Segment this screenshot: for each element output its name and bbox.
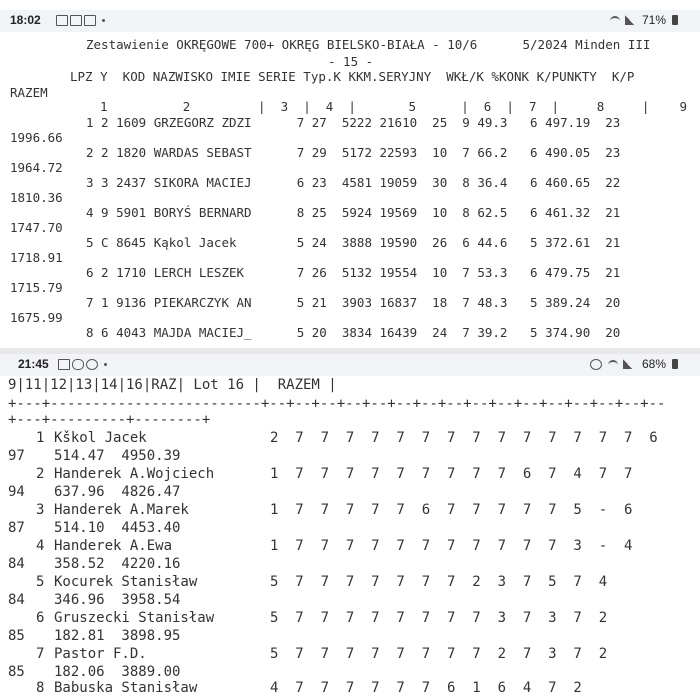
row-values: 358.52 4220.16 [54,556,181,572]
row-values: 514.47 4950.39 [54,448,181,464]
alarm-icon [590,359,602,370]
row-prefix: 97 [8,448,25,464]
table-row: 1 2 1609 GRZEGORZ ZDZI 7 27 5222 21610 25 9 49.3 6 497.19 23 [86,115,621,130]
row-marks: 5 7 7 7 7 7 7 7 7 3 7 3 7 2 [270,610,608,626]
row-name: Kškol Jacek [54,430,147,446]
table-row: 4 9 5901 BORYŚ BERNARD 8 25 5924 19569 10 8 62.5 6 461.32 21 [86,205,621,220]
row-razem: 1810.36 [10,190,63,205]
notification-icon [84,15,96,26]
table-row: 5 C 8645 Kąkol Jacek 5 24 3888 19590 26 6 44.6 5 372.61 21 [86,235,621,250]
more-dot-icon [104,363,107,366]
signal-icon [625,15,634,25]
signal-icon [623,359,632,369]
status-time: 18:02 [10,13,41,27]
row-marks: 4 7 7 7 7 7 7 6 1 6 4 7 2 [270,680,582,696]
wifi-icon [608,360,618,370]
row-prefix: 94 [8,484,25,500]
column-numbers: 1 2 | 3 | 4 | 5 | 6 | 7 | 8 | 9 [100,99,687,114]
row-name: Pastor F.D. [54,646,147,662]
row-number: 4 [36,538,45,554]
table-header-razem: RAZEM [10,85,48,100]
row-razem: 1964.72 [10,160,63,175]
row-name: Handerek A.Ewa [54,538,173,554]
row-values: 182.81 3898.95 [54,628,181,644]
row-number: 2 [36,466,45,482]
report-title: Zestawienie OKRĘGOWE 700+ OKRĘG BIELSKO-BIAŁA - 10/6 5/2024 Minden III [86,37,651,52]
row-prefix: 84 [8,556,25,572]
row-razem: 1747.70 [10,220,63,235]
row-number: 5 [36,574,45,590]
row-values: 514.10 4453.40 [54,520,181,536]
row-name: Babuska Stanisław [54,680,198,696]
more-dot-icon [102,19,105,22]
wifi-icon [610,16,620,26]
status-time: 21:45 [18,357,49,371]
row-number: 1 [36,430,45,446]
row-name: Handerek A.Wojciech [54,466,215,482]
table-row: 7 1 9136 PIEKARCZYK AN 5 21 3903 16837 18 7 48.3 5 389.24 20 [86,295,621,310]
table-row: 3 3 2437 SIKORA MACIEJ 6 23 4581 19059 30 8 36.4 6 460.65 22 [86,175,621,190]
table-row: 6 2 1710 LERCH LESZEK 7 26 5132 19554 10 7 53.3 6 479.75 21 [86,265,621,280]
notification-icon [70,15,82,26]
row-marks: 5 7 7 7 7 7 7 7 7 2 7 3 7 2 [270,646,608,662]
battery-percent: 71% [641,13,666,27]
row-name: Kocurek Stanisław [54,574,198,590]
row-name: Gruszecki Stanisław [54,610,215,626]
row-number: 7 [36,646,45,662]
table-separator: +---+---------+--------+ [8,412,211,428]
table-row: 8 6 4043 MAJDA MACIEJ_ 5 20 3834 16439 24 7 39.2 5 374.90 20 [86,325,621,340]
row-marks: 1 7 7 7 7 7 7 7 7 7 7 7 3 - 4 [270,538,633,554]
table-row: 2 2 1820 WARDAS SEBAST 7 29 5172 22593 10 7 66.2 6 490.05 23 [86,145,621,160]
row-values: 346.96 3958.54 [54,592,181,608]
row-razem: 1715.79 [10,280,63,295]
battery-percent: 68% [641,357,666,371]
row-name: Handerek A.Marek [54,502,189,518]
row-number: 8 [36,680,45,696]
page-number: - 15 - [328,54,374,69]
battery-icon [672,359,678,369]
gallery-icon [58,359,70,370]
row-values: 637.96 4826.47 [54,484,181,500]
row-prefix: 85 [8,664,25,680]
row-prefix: 85 [8,628,25,644]
row-marks: 1 7 7 7 7 7 7 7 7 7 6 7 4 7 7 [270,466,633,482]
row-marks: 5 7 7 7 7 7 7 7 2 3 7 5 7 4 [270,574,608,590]
row-marks: 1 7 7 7 7 7 6 7 7 7 7 7 5 - 6 [270,502,633,518]
notification-icon [56,15,68,26]
status-bar-top [0,10,700,32]
table-header: LPZ Y KOD NAZWISKO IMIE SERIE Typ.K KKM.SERYJNY WKŁ/K %KONK K/PUNKTY K/P [70,69,635,84]
row-prefix: 87 [8,520,25,536]
battery-icon [672,15,678,25]
row-prefix: 84 [8,592,25,608]
sync-icon [86,359,98,370]
row-values: 182.06 3889.00 [54,664,181,680]
row-marks: 2 7 7 7 7 7 7 7 7 7 7 7 7 7 7 6 [270,430,658,446]
status-bar-bottom [0,354,700,376]
row-razem: 1996.66 [10,130,63,145]
row-number: 6 [36,610,45,626]
row-razem: 1675.99 [10,310,63,325]
table-separator: +---+-------------------------+--+--+--+--+--+--+--+--+--+--+--+--+--+--+--+-- [8,396,666,412]
table-header-bottom: 9|11|12|13|14|16|RAZ| Lot 16 | RAZEM | [8,377,337,393]
row-number: 3 [36,502,45,518]
cloud-icon [72,359,84,370]
row-razem: 1718.91 [10,250,63,265]
